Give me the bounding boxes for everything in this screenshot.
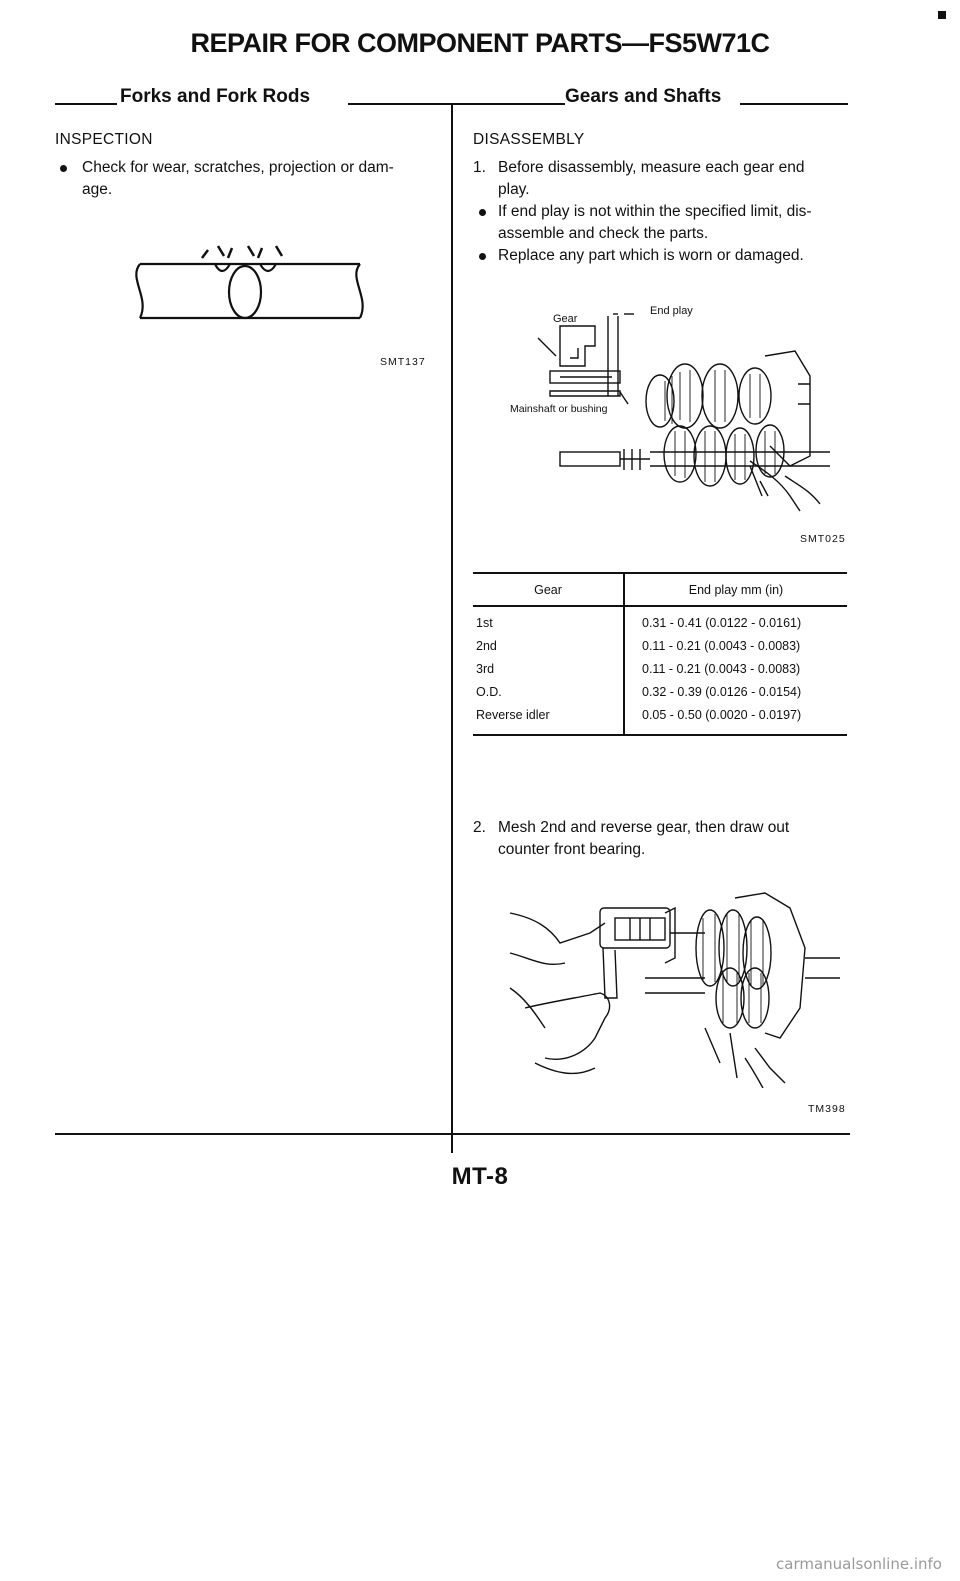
- inspection-line-1: Check for wear, scratches, projection or dam-: [82, 159, 394, 176]
- page-number: MT-8: [451, 1163, 509, 1190]
- bottom-rule: [55, 1133, 850, 1135]
- step-1-number: 1.: [473, 159, 486, 176]
- end-play-bullet: [498, 201, 853, 245]
- bullet-dot: [479, 209, 486, 216]
- bullet-dot: [479, 253, 486, 260]
- end-play-line-1: If end play is not within the specified limit, dis-: [498, 203, 812, 220]
- table-header-end-play: End play mm (in): [688, 583, 784, 597]
- step-1-line-1: Before disassembly, measure each gear end: [498, 159, 805, 176]
- figure-caption-tm398: TM398: [808, 1103, 846, 1115]
- counter-bearing-figure: [505, 888, 845, 1088]
- step-2-line-1: Mesh 2nd and reverse gear, then draw out: [498, 819, 790, 836]
- disassembly-heading: DISASSEMBLY: [473, 131, 585, 148]
- table-header-gear: Gear: [534, 583, 562, 597]
- end-play-line-2: assemble and check the parts.: [498, 225, 709, 242]
- table-cell: 0.11 - 0.21 (0.0043 - 0.0083): [642, 662, 801, 676]
- right-section-heading: Gears and Shafts: [565, 86, 722, 107]
- table-cell: 0.05 - 0.50 (0.0020 - 0.0197): [642, 708, 802, 722]
- table-column-divider: [623, 572, 625, 735]
- figure-caption-smt137: SMT137: [380, 356, 426, 368]
- table-cell: O.D.: [476, 685, 502, 699]
- step-2-number: 2.: [473, 819, 486, 836]
- table-cell: 0.32 - 0.39 (0.0126 - 0.0154): [642, 685, 802, 699]
- table-cell: 0.11 - 0.21 (0.0043 - 0.0083): [642, 639, 801, 653]
- left-section-heading: Forks and Fork Rods: [120, 86, 311, 107]
- inspection-line-2: age.: [82, 181, 113, 198]
- table-header-rule: [473, 605, 847, 607]
- figure-caption-smt025: SMT025: [800, 533, 846, 545]
- table-bottom-rule: [473, 734, 847, 736]
- corner-mark: [938, 11, 946, 19]
- step-1-text: [498, 157, 853, 201]
- bullet-dot: [60, 165, 67, 172]
- table-cell: 3rd: [476, 662, 495, 676]
- label-end-play: End play: [650, 305, 693, 317]
- label-gear: Gear: [553, 313, 578, 325]
- table-cell: 2nd: [476, 639, 497, 653]
- replace-bullet: Replace any part which is worn or damaged.: [498, 247, 804, 264]
- table-cell: 1st: [476, 616, 493, 630]
- inspection-bullet: [82, 157, 442, 201]
- page-title: REPAIR FOR COMPONENT PARTS—FS5W71C: [190, 28, 770, 58]
- table-cell: Reverse idler: [476, 708, 550, 722]
- inspection-heading: INSPECTION: [55, 131, 153, 148]
- right-header-rule: [740, 103, 848, 105]
- header-rule-middle: [348, 103, 565, 105]
- label-mainshaft: Mainshaft or bushing: [510, 403, 608, 415]
- fork-rod-figure: [120, 238, 370, 328]
- table-cell: 0.31 - 0.41 (0.0122 - 0.0161): [642, 616, 802, 630]
- step-2-line-2: counter front bearing.: [498, 841, 646, 858]
- step-1-line-2: play.: [498, 181, 530, 198]
- watermark: carmanualsonline.info: [776, 1555, 942, 1573]
- column-divider: [451, 103, 453, 1153]
- step-2-text: [498, 817, 853, 861]
- table-top-rule: [473, 572, 847, 574]
- left-header-rule-a: [55, 103, 117, 105]
